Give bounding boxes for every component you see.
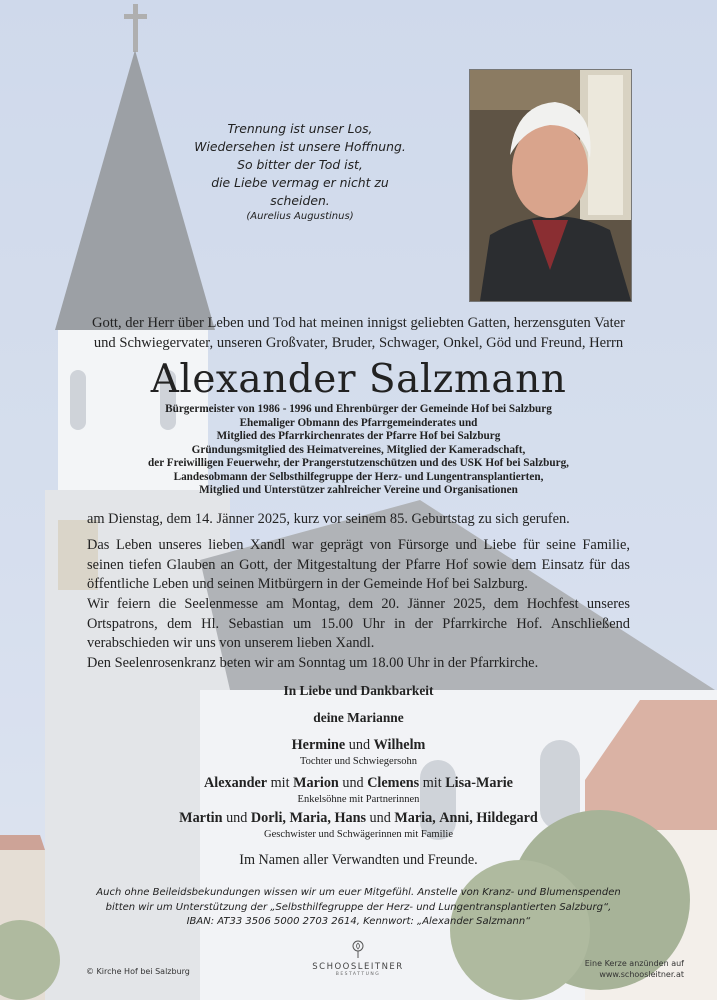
quote-author: (Aurelius Augustinus)	[246, 211, 354, 222]
title-line: der Freiwilligen Feuerwehr, der Prangerstutzenschützen und des USK Hof bei Salzburg,	[148, 457, 569, 469]
rose-icon	[350, 940, 366, 958]
family-name: Hildegard	[476, 810, 538, 826]
life-text: Das Leben unseres lieben Xandl war geprägt von Fürsorge und Liebe für seine Familie, seinen tiefen Glauben an Gott, der Mitgestaltung der Pfarre Hof sowie dem Einsatz für das öffentliche Leben und seinen Mitbürgern in der Gemeinde Hof bei Salzburg.	[87, 537, 630, 592]
honorary-titles	[60, 403, 657, 498]
quote-line: Wiedersehen ist unsere Hoffnung.	[194, 139, 406, 154]
brand-subtitle: BESTATTUNG	[335, 972, 381, 977]
family-connector: und	[342, 775, 364, 791]
family-relation: Geschwister und Schwägerinnen mit Familie	[264, 829, 453, 840]
family-name: Martin	[179, 810, 223, 826]
wife-name: deine Marianne	[313, 710, 404, 725]
family-connector: und	[348, 737, 371, 753]
title-line: Bürgermeister von 1986 - 1996 und Ehrenbürger der Gemeinde Hof bei Salzburg	[165, 403, 552, 415]
photo-copyright: © Kirche Hof bei Salzburg	[86, 967, 190, 976]
family-connector: und	[226, 810, 248, 826]
family-name: Dorli,	[250, 810, 286, 826]
family-name: Maria,	[289, 810, 331, 826]
family-name: Hermine	[291, 737, 346, 753]
donation-note	[60, 886, 657, 930]
note-line: bitten wir um Unterstützung der „Selbsthilfegruppe der Herz- und Lungentransplantierten Salzburg“,	[105, 901, 612, 913]
quote-line: So bitter der Tod ist,	[237, 157, 363, 172]
candle-link-block	[585, 958, 684, 980]
intro-text: Gott, der Herr über Leben und Tod hat meinen innigst geliebten Gatten, herzensguten Vater und Schwiegervater, unseren Großvater, Bruder, Schwager, Onkel, Göd und Freund, Herrn	[92, 315, 625, 351]
family-name: Alexander	[204, 775, 268, 791]
brand-name: SCHOOSLEITNER	[312, 962, 404, 972]
family-name: Clemens	[367, 775, 420, 791]
relatives-friends-text: Im Namen aller Verwandten und Freunde.	[239, 852, 478, 868]
title-line: Ehemaliger Obmann des Pfarrgemeinderates und	[239, 416, 478, 429]
quote-line: Trennung ist unser Los,	[227, 121, 373, 136]
family-name: Anni,	[439, 810, 473, 826]
family-grandchildren	[87, 775, 630, 792]
closing-phrase: In Liebe und Dankbarkeit	[283, 683, 434, 698]
quote-line: die Liebe vermag er nicht zu scheiden.	[211, 175, 389, 208]
title-line: Mitglied und Unterstützer zahlreicher Vereine und Organisationen	[199, 484, 518, 496]
candle-text: Eine Kerze anzünden auf	[584, 959, 684, 968]
memorial-quote	[180, 120, 420, 224]
family-name: Wilhelm	[373, 737, 426, 753]
title-line: Landesobmann der Selbsthilfegruppe der Herz- und Lungentransplantierten,	[173, 470, 544, 483]
family-connector: mit	[422, 775, 442, 791]
family-connector: und	[369, 810, 391, 826]
title-line: Mitglied des Pfarrkirchenrates der Pfarre Hof bei Salzburg	[216, 430, 501, 442]
portrait-photo	[469, 69, 632, 302]
note-line: IBAN: AT33 3506 5000 2703 2614, Kennwort: „Alexander Salzmann“	[186, 916, 531, 927]
rosary-text: Den Seelenrosenkranz beten wir am Sonntag um 18.00 Uhr in der Pfarrkirche.	[87, 655, 539, 671]
funeral-mass-text: Wir feiern die Seelenmesse am Montag, dem 20. Jänner 2025, dem Hochfest unseres Ortspatrons, dem Hl. Sebastian um 15.00 Uhr in der Pfarrkirche Hof. Anschließend verabschieden wir uns von unserem lieben Xandl.	[87, 596, 630, 651]
candle-website-link[interactable]: www.schoosleitner.at	[599, 970, 684, 979]
family-siblings	[87, 810, 630, 827]
family-connector: mit	[270, 775, 290, 791]
funeral-home-logo	[308, 940, 408, 977]
title-line: Gründungsmitglied des Heimatvereines, Mitglied der Kameradschaft,	[191, 443, 526, 456]
note-line: Auch ohne Beileidsbekundungen wissen wir um euer Mitgefühl. Anstelle von Kranz- und Blumenspenden	[96, 887, 621, 898]
death-date-text: am Dienstag, dem 14. Jänner 2025, kurz vor seinem 85. Geburtstag zu sich gerufen.	[87, 511, 570, 527]
family-children	[87, 737, 630, 754]
family-name: Maria,	[394, 810, 436, 826]
family-name: Marion	[293, 775, 339, 791]
deceased-name: Alexander Salzmann	[150, 357, 567, 402]
family-relation: Enkelsöhne mit Partnerinnen	[297, 794, 420, 805]
family-name: Hans	[334, 810, 366, 826]
family-name: Lisa-Marie	[445, 775, 513, 791]
portrait-illustration	[470, 70, 631, 301]
family-relation: Tochter und Schwiegersohn	[299, 756, 418, 767]
